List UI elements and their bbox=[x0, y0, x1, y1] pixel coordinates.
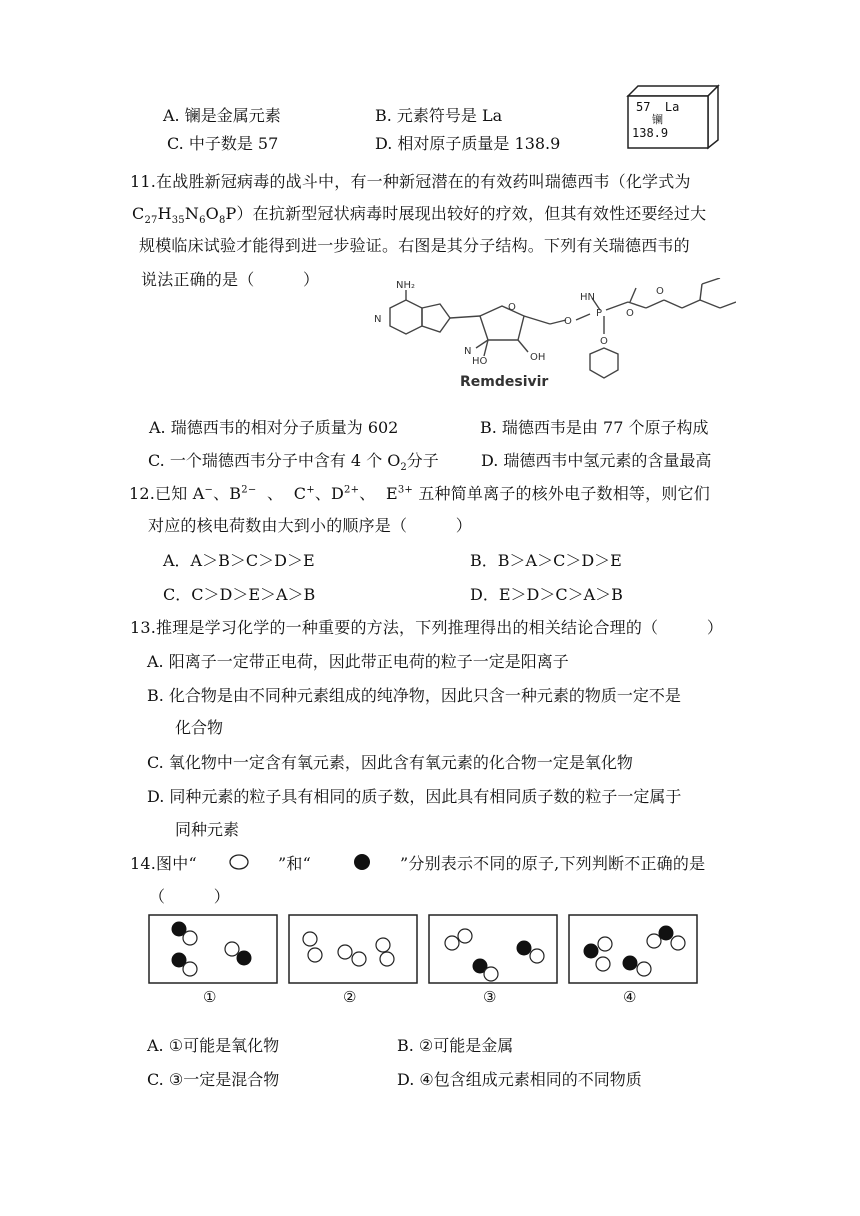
q14-line-1-c: ”分别表示不同的原子,下列判断不正确的是 bbox=[400, 854, 706, 873]
svg-text:O: O bbox=[600, 336, 608, 347]
lanthanum-element-box bbox=[622, 82, 722, 152]
q13-option-d-line-1: D. 同种元素的粒子具有相同的质子数，因此具有相同质子数的粒子一定属于 bbox=[147, 787, 682, 806]
q13-line-1: 13.推理是学习化学的一种重要的方法，下列推理得出的相关结论合理的（ ） bbox=[130, 618, 724, 637]
q13-option-b-line-1: B. 化合物是由不同种元素组成的纯净物，因此只含一种元素的物质一定不是 bbox=[147, 686, 681, 705]
q14-option-b: B. ②可能是金属 bbox=[397, 1036, 514, 1055]
black-atom-icon bbox=[352, 852, 372, 872]
q11-formula: $C_{27}H_{35}N_6O_8P$ bbox=[132, 204, 237, 227]
q12-line-1: 12.已知 A−、$B^{2-}$ 、 C+、$D^{2+}$、 $E^{3+}$ 五种简单离子的核外电子数相等，则它们 bbox=[129, 484, 710, 503]
q11-line-1: 11.在战胜新冠病毒的战斗中，有一种新冠潜在的有效药叫瑞德西韦（化学式为 bbox=[130, 172, 691, 191]
box-label-3: ③ bbox=[483, 988, 497, 1006]
q12-option-a: A．A＞B＞C＞D＞E bbox=[163, 551, 315, 570]
element-name: 镧 bbox=[652, 113, 663, 126]
q12-line-2: 对应的核电荷数由大到小的顺序是（ ） bbox=[148, 516, 473, 535]
q12-option-c: C．C＞D＞E＞A＞B bbox=[163, 585, 316, 604]
q14-option-c: C. ③一定是混合物 bbox=[147, 1070, 280, 1089]
svg-text:HO: HO bbox=[472, 356, 488, 367]
q10-option-c: C. 中子数是 57 bbox=[167, 134, 279, 153]
particle-box-4 bbox=[568, 914, 698, 984]
q11-option-a: A. 瑞德西韦的相对分子质量为 602 bbox=[149, 418, 399, 437]
q11-line-4: 说法正确的是（ ） bbox=[141, 270, 320, 289]
q11-line-3: 规模临床试验才能得到进一步验证。右图是其分子结构。下列有关瑞德西韦的 bbox=[139, 236, 690, 255]
svg-text:N: N bbox=[374, 314, 382, 325]
svg-text:P: P bbox=[596, 308, 603, 319]
q14-line-1-a: 14.图中“ bbox=[130, 854, 197, 873]
q10-option-b: B. 元素符号是 La bbox=[375, 106, 503, 125]
q14-line-1-b: ”和“ bbox=[278, 854, 311, 873]
q11-option-b: B. 瑞德西韦是由 77 个原子构成 bbox=[480, 418, 709, 437]
remdesivir-structure-diagram bbox=[368, 278, 736, 396]
q14-option-d: D. ④包含组成元素相同的不同物质 bbox=[397, 1070, 642, 1089]
svg-text:HN: HN bbox=[580, 292, 595, 303]
q13-option-d-line-2: 同种元素 bbox=[175, 820, 240, 839]
element-symbol: La bbox=[664, 100, 680, 114]
svg-text:O: O bbox=[656, 286, 664, 297]
q11-option-c: C. 一个瑞德西韦分子中含有 4 个 $O_2$分子 bbox=[148, 451, 439, 474]
q12-option-b: B．B＞A＞C＞D＞E bbox=[470, 551, 622, 570]
q10-option-d: D. 相对原子质量是 138.9 bbox=[375, 134, 561, 153]
element-number: 57 bbox=[636, 100, 651, 114]
particle-box-2 bbox=[288, 914, 418, 984]
element-mass: 138.9 bbox=[632, 126, 669, 140]
svg-text:NH₂: NH₂ bbox=[396, 280, 416, 291]
particle-box-3 bbox=[428, 914, 558, 984]
structure-caption: Remdesivir bbox=[460, 374, 549, 390]
svg-text:O: O bbox=[564, 316, 572, 327]
particle-box-1 bbox=[148, 914, 278, 984]
q14-option-a: A. ①可能是氧化物 bbox=[147, 1036, 280, 1055]
q13-option-a: A. 阳离子一定带正电荷，因此带正电荷的粒子一定是阳离子 bbox=[147, 652, 569, 671]
svg-text:N: N bbox=[464, 346, 472, 357]
svg-text:O: O bbox=[626, 308, 634, 319]
q13-option-c: C. 氧化物中一定含有氧元素，因此含有氧元素的化合物一定是氧化物 bbox=[147, 753, 633, 772]
box-label-4: ④ bbox=[623, 988, 637, 1006]
box-label-2: ② bbox=[343, 988, 357, 1006]
q10-option-a: A. 镧是金属元素 bbox=[163, 106, 281, 125]
q11-option-d: D. 瑞德西韦中氢元素的含量最高 bbox=[481, 451, 712, 470]
white-atom-icon bbox=[228, 853, 250, 871]
q11-line-2: $C_{27}H_{35}N_6O_8P$）在抗新型冠状病毒时展现出较好的疗效，但其有效性还要经过大 bbox=[132, 204, 707, 227]
svg-text:OH: OH bbox=[530, 352, 546, 363]
q12-option-d: D．E＞D＞C＞A＞B bbox=[470, 585, 623, 604]
box-label-1: ① bbox=[203, 988, 217, 1006]
q13-option-b-line-2: 化合物 bbox=[175, 718, 224, 737]
svg-text:O: O bbox=[508, 302, 516, 313]
q14-line-2: （ ） bbox=[149, 887, 231, 906]
